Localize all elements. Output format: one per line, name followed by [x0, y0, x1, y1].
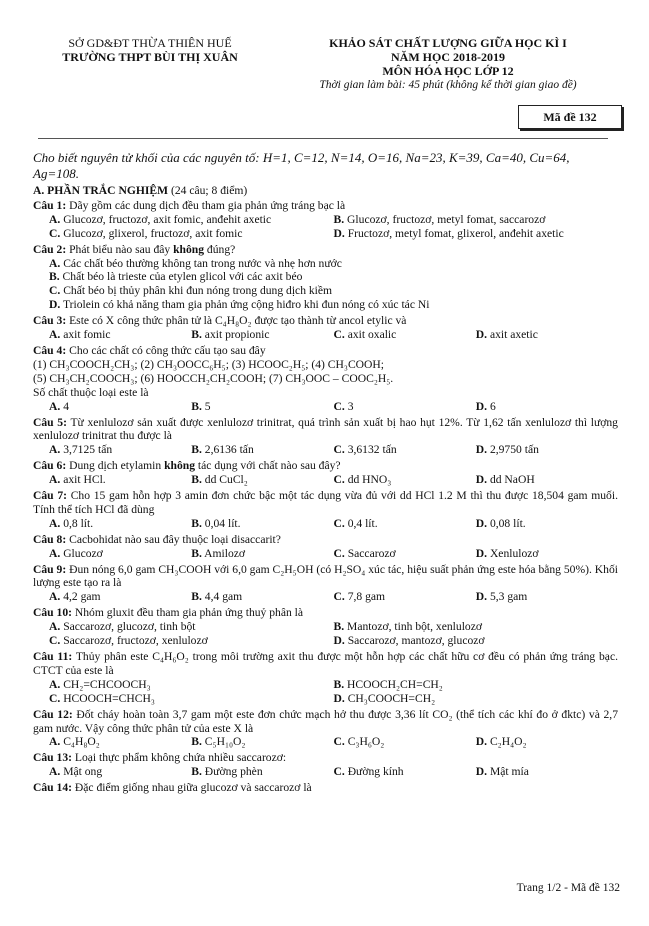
answer-option	[191, 590, 333, 604]
option-key: C.	[333, 765, 345, 779]
answer-option	[334, 328, 476, 342]
option-key: A.	[49, 516, 61, 530]
option-text: 3	[347, 399, 354, 413]
option-text: Glucozơ	[63, 546, 103, 560]
question-1	[33, 199, 618, 241]
option-text: CH₂=CHCOOCH₃	[63, 677, 151, 691]
answer-option	[476, 517, 618, 531]
option-key: A.	[49, 620, 61, 634]
question-list	[33, 199, 618, 795]
option-text: Saccarozơ, mantozơ, glucozơ	[347, 634, 485, 648]
option-text: C₂H₄O₂	[489, 735, 527, 749]
question-4	[33, 344, 618, 414]
option-key: D.	[475, 443, 488, 457]
option-key: A.	[49, 546, 61, 560]
option-key: A.	[49, 765, 61, 779]
question-label: Câu 9:	[33, 562, 67, 576]
section-heading	[33, 184, 618, 198]
question-text: Loại thực phẩm không chứa nhiều saccarozơ:	[74, 751, 287, 765]
answer-option	[476, 765, 618, 779]
answer-option	[191, 517, 333, 531]
answer-options	[33, 213, 618, 241]
option-text: 2,9750 tấn	[489, 443, 539, 457]
option-key: D.	[475, 473, 488, 487]
answer-option	[334, 678, 619, 692]
question-label: Câu 8:	[33, 532, 67, 546]
answer-option	[49, 473, 191, 487]
answer-option	[334, 443, 476, 457]
answer-options	[33, 400, 618, 414]
time-note: Thời gian làm bài: 45 phút (không kể thời gian giao đề)	[319, 79, 577, 91]
header-left	[30, 36, 270, 64]
question-stem	[33, 199, 618, 213]
question-text: Dung dịch etylamin	[69, 459, 165, 473]
option-key: A.	[49, 473, 61, 487]
option-key: D.	[475, 328, 488, 342]
option-key: D.	[475, 399, 488, 413]
school-year: NĂM HỌC 2018-2019	[391, 50, 505, 64]
option-key: C.	[333, 546, 345, 560]
question-emphasis: không	[173, 242, 205, 256]
option-key: B.	[191, 399, 202, 413]
answer-option	[49, 547, 191, 561]
option-text: 5	[204, 399, 211, 413]
question-text: Từ xenlulozơ sản xuất được xenlulozơ trinitrat, quá trình sản xuất bị hao hụt 12%. Từ 1,62 tấn xenlulozơ thì lượng xenlulozơ trinitrat thu được là	[33, 415, 618, 443]
question-label: Câu 11:	[33, 650, 73, 663]
answer-option	[476, 590, 618, 604]
option-text: Mật mía	[489, 765, 529, 779]
option-key: D.	[333, 634, 345, 648]
answer-option	[191, 765, 333, 779]
option-key: A.	[49, 328, 61, 342]
answer-option	[49, 678, 334, 692]
option-text: Amilozơ	[204, 546, 246, 560]
option-key: B.	[333, 677, 345, 691]
question-label: Câu 5:	[33, 415, 67, 429]
option-key: A.	[49, 590, 61, 604]
answer-options	[33, 620, 618, 648]
answer-options	[33, 735, 618, 749]
answer-option	[191, 443, 333, 457]
answer-option	[334, 400, 476, 414]
question-8	[33, 533, 618, 561]
answer-option	[49, 765, 191, 779]
question-label: Câu 7:	[33, 489, 67, 503]
answer-option	[334, 473, 476, 487]
answer-option	[49, 328, 191, 342]
option-text: 0,8 lít.	[63, 516, 94, 530]
option-text: Glucozơ, fructozơ, metyl fomat, saccarozơ	[347, 212, 546, 226]
answer-option	[191, 547, 333, 561]
question-stem	[33, 344, 618, 358]
question-label: Câu 10:	[33, 606, 72, 620]
answer-option	[334, 735, 476, 749]
option-key: B.	[191, 443, 202, 457]
option-key: A.	[49, 212, 61, 226]
question-stem	[33, 751, 618, 765]
question-text-tail: tác dụng với chất nào sau đây?	[195, 459, 341, 473]
option-key: B.	[333, 620, 345, 634]
option-text: Đường phèn	[204, 765, 263, 779]
answer-option	[49, 213, 334, 227]
option-key: C.	[333, 473, 345, 487]
option-text: 0,04 lít.	[204, 516, 241, 530]
option-key: C.	[333, 516, 345, 530]
question-text: Este có X công thức phân tử là C₄H₈O₂ được tạo thành từ ancol etylic và	[69, 314, 407, 328]
option-key: D.	[475, 590, 488, 604]
answer-option	[334, 547, 476, 561]
answer-option	[49, 257, 618, 271]
option-text: C₃H₆O₂	[347, 735, 385, 749]
option-text: C₅H₁₀O₂	[204, 735, 246, 749]
question-stem	[33, 563, 618, 591]
option-key: C.	[49, 691, 61, 705]
option-text: Saccarozơ, fructozơ, xenlulozơ	[63, 634, 208, 648]
option-key: D.	[49, 298, 61, 312]
question-text: Đốt cháy hoàn toàn 3,7 gam một este đơn chức mạch hở thu được 3,36 lít CO₂ (thể tích các khí đo ở đktc) và 2,7 gam nước. Vậy công thức phân tử của este X là	[33, 707, 618, 735]
option-text: Chất béo là trieste của etylen glicol với các axit béo	[62, 270, 303, 284]
option-key: B.	[191, 590, 202, 604]
option-text: Các chất béo thường không tan trong nước và nhẹ hơn nước	[63, 256, 342, 270]
answer-option	[191, 400, 333, 414]
answer-option	[49, 517, 191, 531]
question-5	[33, 416, 618, 458]
question-label: Câu 12:	[33, 707, 73, 721]
option-text: dd NaOH	[489, 473, 535, 487]
answer-option	[334, 634, 619, 648]
option-key: B.	[191, 328, 202, 342]
option-key: B.	[191, 735, 202, 749]
question-stem	[33, 459, 618, 473]
answer-options	[33, 257, 618, 313]
option-key: A.	[49, 443, 61, 457]
question-12	[33, 708, 618, 750]
answer-option	[334, 590, 476, 604]
option-key: C.	[333, 443, 345, 457]
option-key: D.	[333, 226, 345, 240]
option-text: 3,6132 tấn	[347, 443, 397, 457]
question-text: Cho 15 gam hỗn hợp 3 amin đơn chức bậc một tác dụng vừa đủ với dd HCl 1.2 M thì thu được 18,504 gam muối. Tính thể tích HCl đã dùng	[33, 489, 618, 516]
question-label: Câu 1:	[33, 198, 67, 212]
option-key: B.	[191, 546, 202, 560]
option-key: C.	[333, 399, 345, 413]
option-key: A.	[49, 735, 61, 749]
answer-option	[334, 213, 619, 227]
option-text: 0,4 lít.	[347, 516, 378, 530]
option-text: 4	[63, 399, 69, 413]
option-key: D.	[333, 691, 345, 705]
option-key: A.	[49, 399, 61, 413]
option-text: 7,8 gam	[347, 590, 386, 604]
question-text: Dãy gồm các dung dịch đều tham gia phản ứng tráng bạc là	[69, 198, 346, 212]
option-text: axit axetic	[489, 328, 538, 342]
question-stem	[33, 243, 618, 257]
option-key: A.	[49, 677, 61, 691]
question-emphasis: không	[164, 459, 196, 473]
question-7	[33, 489, 618, 531]
option-text: Mantozơ, tinh bột, xenlulozơ	[347, 620, 482, 634]
option-text: Saccarozơ	[347, 546, 396, 560]
question-text: Thủy phân este C₄H₆O₂ trong môi trường axit thu được một hỗn hợp các chất hữu cơ đều có phản ứng tráng bạc. CTCT của este là	[33, 650, 618, 677]
page-footer: Trang 1/2 - Mã đề 132	[516, 882, 620, 894]
question-text: Đun nóng 6,0 gam CH₃COOH với 6,0 gam C₂H₅OH (có H₂SO₄ xúc tác, hiệu suất phản ứng este hóa bằng 50%). Khối lượng este tạo ra là	[33, 562, 618, 590]
question-text: Cho các chất có công thức cấu tạo sau đây	[69, 343, 266, 357]
option-key: C.	[49, 226, 61, 240]
answer-option	[191, 328, 333, 342]
question-stem	[33, 416, 618, 444]
answer-option	[49, 620, 334, 634]
answer-option	[334, 620, 619, 634]
question-stem	[33, 314, 618, 328]
option-key: A.	[49, 256, 61, 270]
answer-option	[49, 400, 191, 414]
option-key: D.	[475, 735, 488, 749]
exam-content	[33, 150, 618, 797]
atomic-mass-note: Cho biết nguyên tử khối của các nguyên tố: H=1, C=12, N=14, O=16, Na=23, K=39, Ca=40, Cu=64, Ag=108.	[33, 150, 570, 181]
question-label: Câu 3:	[33, 314, 67, 328]
option-text: Triolein có khả năng tham gia phản ứng cộng hiđro khi đun nóng có xúc tác Ni	[62, 298, 430, 312]
header-divider	[38, 138, 608, 139]
option-key: C.	[49, 634, 61, 648]
option-text: axit fomic	[63, 328, 111, 342]
question-11	[33, 650, 618, 706]
question-label: Câu 4:	[33, 343, 67, 357]
option-key: B.	[191, 473, 202, 487]
section-title: A. PHẦN TRẮC NGHIỆM	[33, 184, 169, 197]
option-key: B.	[333, 212, 345, 226]
header-right	[278, 36, 618, 92]
question-extra-line: Số chất thuộc loại este là	[33, 385, 149, 399]
answer-options	[33, 547, 618, 561]
question-label: Câu 2:	[33, 242, 67, 256]
option-text: 5,3 gam	[489, 590, 528, 604]
question-text: Đặc điểm giống nhau giữa glucozơ và saccarozơ là	[74, 781, 312, 795]
school-name: TRƯỜNG THPT BÙI THỊ XUÂN	[62, 50, 238, 64]
answer-option	[334, 227, 619, 241]
exam-title: KHẢO SÁT CHẤT LƯỢNG GIỮA HỌC KÌ I	[329, 36, 567, 50]
question-stem	[33, 533, 618, 547]
department-name: SỞ GD&ĐT THỪA THIÊN HUẾ	[68, 36, 232, 50]
answer-option	[191, 473, 333, 487]
option-text: HCOOCH₂CH=CH₂	[347, 677, 443, 691]
question-stem	[33, 489, 618, 517]
option-key: B.	[191, 516, 202, 530]
question-extra-line: (1) CH₃COOCH₂CH₃; (2) CH₃OOCC₆H₅; (3) HCOOC₂H₅; (4) CH₃COOH;	[33, 357, 385, 371]
answer-option	[334, 765, 476, 779]
option-key: C.	[333, 590, 345, 604]
question-label: Câu 6:	[33, 459, 67, 473]
option-text: Saccarozơ, glucozơ, tinh bột	[63, 620, 196, 634]
answer-option	[476, 400, 618, 414]
subject: MÔN HÓA HỌC LỚP 12	[382, 64, 514, 78]
section-note: (24 câu; 8 điểm)	[170, 184, 248, 197]
question-text: Nhóm gluxit đều tham gia phản ứng thuỷ phân là	[74, 606, 304, 620]
answer-options	[33, 473, 618, 487]
question-10	[33, 606, 618, 648]
question-13	[33, 751, 618, 779]
answer-option	[49, 270, 618, 284]
option-text: Glucozơ, glixerol, fructozơ, axit fomic	[63, 226, 243, 240]
option-text: CH₃COOCH=CH₂	[347, 691, 436, 705]
option-text: 4,4 gam	[204, 590, 243, 604]
question-stem	[33, 708, 618, 736]
answer-option	[49, 298, 618, 312]
question-stem	[33, 781, 618, 795]
option-text: Fructozơ, metyl fomat, glixerol, anđehit axetic	[347, 226, 564, 240]
answer-options	[33, 590, 618, 604]
option-key: D.	[475, 546, 488, 560]
option-text: axit oxalic	[347, 328, 397, 342]
answer-option	[476, 547, 618, 561]
option-text: 2,6136 tấn	[204, 443, 254, 457]
option-text: axit propionic	[204, 328, 270, 342]
answer-option	[49, 692, 334, 706]
option-text: dd CuCl₂	[204, 473, 248, 487]
answer-options	[33, 328, 618, 342]
answer-options	[33, 765, 618, 779]
option-key: B.	[191, 765, 202, 779]
option-text: Mật ong	[63, 765, 103, 779]
question-extra-line: (5) CH₃CH₂COOCH₃; (6) HOOCCH₂CH₂COOH; (7) CH₃OOC – COOC₂H₅.	[33, 371, 394, 385]
question-stem	[33, 606, 618, 620]
option-text: C₄H₈O₂	[63, 735, 100, 749]
option-key: D.	[475, 516, 488, 530]
option-text: dd HNO₃	[347, 473, 392, 487]
question-14	[33, 781, 618, 795]
option-key: C.	[49, 284, 61, 298]
exam-code-box: Mã đề 132	[518, 105, 622, 129]
option-text: Chất béo bị thủy phân khi đun nóng trong dung dịch kiềm	[63, 284, 333, 298]
option-text: Glucozơ, fructozơ, axit fomic, anđehit axetic	[63, 212, 272, 226]
question-9	[33, 563, 618, 605]
question-label: Câu 13:	[33, 751, 72, 765]
answer-options	[33, 517, 618, 531]
option-text: Xenlulozơ	[489, 546, 539, 560]
answer-option	[334, 517, 476, 531]
question-label: Câu 14:	[33, 781, 72, 795]
option-text: 6	[489, 399, 496, 413]
answer-option	[476, 443, 618, 457]
question-3	[33, 314, 618, 342]
answer-option	[49, 590, 191, 604]
option-text: HCOOCH=CHCH₃	[63, 691, 155, 705]
answer-option	[49, 284, 618, 298]
answer-option	[49, 227, 334, 241]
question-6	[33, 459, 618, 487]
answer-option	[476, 328, 618, 342]
answer-option	[49, 634, 334, 648]
option-key: C.	[333, 735, 345, 749]
answer-option	[49, 443, 191, 457]
option-key: B.	[49, 270, 60, 284]
answer-option	[476, 735, 618, 749]
option-text: 0,08 lít.	[489, 516, 526, 530]
answer-options	[33, 443, 618, 457]
question-stem	[33, 650, 618, 678]
option-key: C.	[333, 328, 345, 342]
question-text: Phát biểu nào sau đây	[69, 242, 174, 256]
question-text-tail: đúng?	[204, 242, 236, 256]
answer-options	[33, 678, 618, 706]
option-text: 4,2 gam	[63, 590, 101, 604]
answer-option	[334, 692, 619, 706]
answer-option	[191, 735, 333, 749]
question-text: Cacbohidat nào sau đây thuộc loại disaccarit?	[69, 532, 281, 546]
question-2	[33, 243, 618, 313]
option-text: 3,7125 tấn	[63, 443, 113, 457]
option-text: axit HCl.	[63, 473, 106, 487]
answer-option	[476, 473, 618, 487]
answer-option	[49, 735, 191, 749]
option-key: D.	[475, 765, 488, 779]
option-text: Đường kính	[347, 765, 404, 779]
